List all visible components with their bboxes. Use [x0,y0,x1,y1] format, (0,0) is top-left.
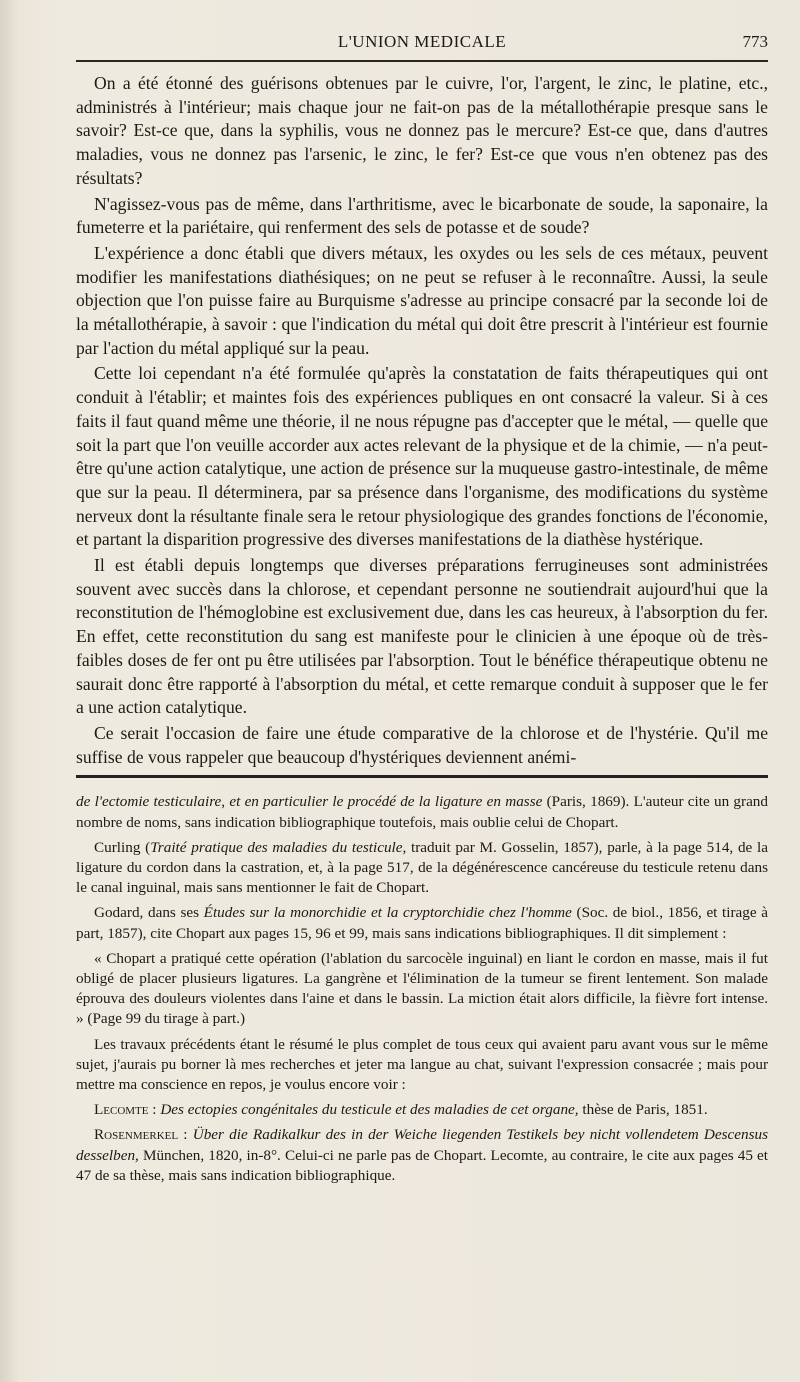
footnote-separator [76,775,768,778]
footnote-author: Lecomte [94,1101,149,1119]
journal-title: L'UNION MEDICALE [337,32,507,51]
footnote-title: de l'ectomie testiculaire, et en particulier le procédé de la ligature en masse [76,793,543,811]
footnote-text: (Soc. de biol., 1856, et tirage à part, 1857), cite Chopart aux pages 15, 96 et 99, mais sans indications bibliographiques. Il dit simplement : [76,904,768,942]
running-header [76,30,768,62]
footnote-text: München, 1820, in-8°. Celui-ci ne parle pas de Chopart. Lecomte, au contraire, le cite aux pages 45 et 47 de sa thèse, mais sans indication bibliographique. [76,1146,768,1184]
footnote [76,1125,768,1186]
main-text [76,72,768,769]
footnotes [76,792,768,1186]
footnote-title: Études sur la monorchidie et la cryptorchidie chez l'homme [203,904,572,922]
footnote-author: Rosenmerkel [94,1126,179,1144]
paragraph: Ce serait l'occasion de faire une étude comparative de la chlorose et de l'hystérie. Qu'il me suffise de vous rappeler que beaucoup d'hystériques deviennent anémi- [76,722,768,767]
footnote-text: Godard, dans ses [94,904,204,922]
footnote [76,838,768,899]
footnote [76,903,768,943]
paragraph: Cette loi cependant n'a été formulée qu'après la constatation de faits thérapeutiques qui ont conduit à l'établir; et maintes fois des expériences publiques en ont consacré la valeur. Si à ces faits il faut quand même une théorie, il ne nous répugne pas d'accepter que le métal, — quelle que soit la part que l'on veuille accorder aux actes relevant de la physique et de la chimie, — n'a peut-être qu'une action catalytique, une action de présence sur la muqueuse gastro-intestinale, de même que sur la peau. Il déterminera, par sa présence dans l'organisme, des modifications du système nerveux dont la résultante finale sera le retour physiologique des grandes fonctions de l'économie, et partant la disparition progressive des diverses manifestations de la diathèse hystérique. [76,363,768,550]
paragraph: L'expérience a donc établi que divers métaux, les oxydes ou les sels de ces métaux, peuvent modifier les manifestations diathésiques; on ne peut se refuser à le reconnaître. Aussi, la seule objection que l'on puisse faire au Burquisme s'adresse au principe consacré par la seconde loi de la métallothérapie, à savoir : que l'indication du métal qui doit être prescrit à l'intérieur est fournie par l'action du métal appliqué sur la peau. [76,242,768,358]
footnote-title: Traité pratique des maladies du testicule, [150,838,407,856]
footnote [76,792,768,832]
footnote-text: : [178,1126,193,1144]
paragraph: Il est établi depuis longtemps que diverses préparations ferrugineuses sont administrées souvent avec succès dans la chlorose, et cependant personne ne soutiendrait aujourd'hui que la reconstitution de l'hémoglobine est exclusivement due, dans les cas heureux, à l'absorption du fer. En effet, cette reconstitution du sang est manifeste pour le clinicien à une époque où de très-faibles doses de fer ont pu être utilisées par l'absorption. Tout le bénéfice thérapeutique obtenu ne saurait donc être rapporté à l'absorption du métal, et cette remarque conduit à supposer que le fer a une action catalytique. [76,555,768,718]
footnote-text: : [148,1101,161,1119]
paragraph: N'agissez-vous pas de même, dans l'arthritisme, avec le bicarbonate de soude, la saponaire, la fumeterre et la pariétaire, qui renferment des sels de potasse et de soude? [76,193,768,238]
footnote [76,1100,768,1120]
footnote-text: Curling ( [94,838,151,856]
footnote-text: traduit par M. Gosselin, 1857), parle, à la page 514, de la ligature du cordon dans la castration, et, à la page 517, de la dégénérescence cancéreuse du testicule retenu dans le canal inguinal, mais sans mentionner le fait de Chopart. [76,838,768,897]
page-number: 773 [742,32,768,51]
footnote-title: Des ectopies congénitales du testicule et des maladies de cet organe, [160,1101,579,1119]
footnote-title: Über die Radikalkur des in der Weiche liegenden Testikels bey nicht vollendetem Descensus desselben, [76,1126,768,1164]
footnote: Les travaux précédents étant le résumé le plus complet de tous ceux qui avaient paru avant vous sur le même sujet, j'aurais pu borner là mes recherches et jeter ma langue au chat, suivant l'expression consacrée ; mais pour mettre ma conscience en repos, je voulus encore voir : [76,1035,768,1094]
footnote: « Chopart a pratiqué cette opération (l'ablation du sarcocèle inguinal) en liant le cordon en masse, mais il fut obligé de placer plusieurs ligatures. La gangrène et l'élimination de la tumeur se firent lentement. Son malade éprouva des douleurs violentes dans l'aine et dans le bassin. La miction était alors difficile, la fièvre fort intense. » (Page 99 du tirage à part.) [76,949,768,1028]
footnote-text: thèse de Paris, 1851. [578,1101,708,1119]
paragraph: On a été étonné des guérisons obtenues par le cuivre, l'or, l'argent, le zinc, le platine, etc., administrés à l'intérieur; mais chaque jour ne fait-on pas de la métallothérapie presque sans le savoir? Est-ce que, dans la syphilis, vous ne donnez pas le mercure? Est-ce que, dans d'autres maladies, vous ne donnez pas l'arsenic, le zinc, le fer? Est-ce que vous n'en obtenez pas des résultats? [76,73,768,188]
footnote-text: (Paris, 1869). L'auteur cite un grand nombre de noms, sans indication bibliographique toutefois, mais oublie celui de Chopart. [76,793,768,831]
